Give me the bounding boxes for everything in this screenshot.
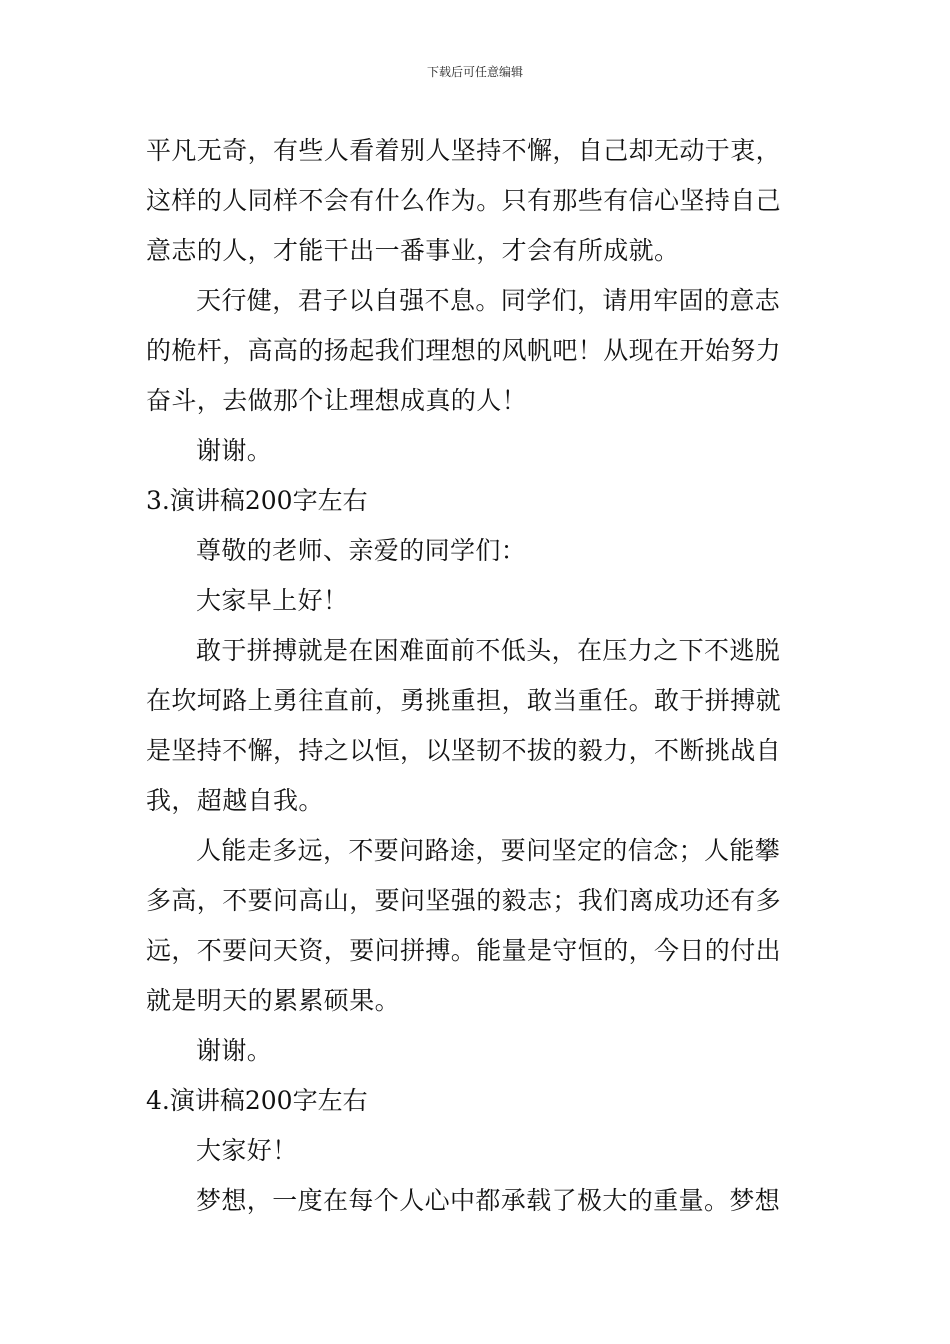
text-line: 天行健，君子以自强不息。同学们，请用牢固的意志 (196, 286, 781, 315)
text-line: 谢谢。 (196, 436, 273, 465)
section-heading: 3.演讲稿200字左右 (146, 486, 368, 515)
text-line: 平凡无奇，有些人看着别人坚持不懈，自己却无动于衷， (146, 136, 782, 165)
document-body (146, 126, 806, 1226)
text-line: 奋斗，去做那个让理想成真的人！ (146, 386, 528, 415)
text-line: 我，超越自我。 (146, 786, 324, 815)
section-heading: 4.演讲稿200字左右 (146, 1086, 368, 1115)
page-header: 下载后可任意编辑 (426, 65, 523, 79)
text-line: 就是明天的累累硕果。 (146, 986, 401, 1015)
text-line: 的桅杆，高高的扬起我们理想的风帆吧！从现在开始努力 (146, 336, 782, 365)
text-line: 人能走多远，不要问路途，要问坚定的信念；人能攀 (196, 836, 781, 865)
text-line: 梦想，一度在每个人心中都承载了极大的重量。梦想 (196, 1186, 781, 1215)
text-line: 在坎坷路上勇往直前，勇挑重担，敢当重任。敢于拼搏就 (146, 686, 782, 715)
text-line: 多高，不要问高山，要问坚强的毅志；我们离成功还有多 (146, 886, 782, 915)
text-line: 大家好！ (196, 1136, 298, 1165)
text-line: 是坚持不懈，持之以恒，以坚韧不拔的毅力，不断挑战自 (146, 736, 782, 765)
text-line: 这样的人同样不会有什么作为。只有那些有信心坚持自己 (146, 186, 782, 215)
text-line: 谢谢。 (196, 1036, 273, 1065)
text-line: 敢于拼搏就是在困难面前不低头，在压力之下不逃脱 (196, 636, 781, 665)
text-line: 尊敬的老师、亲爱的同学们： (196, 536, 527, 565)
text-line: 意志的人，才能干出一番事业，才会有所成就。 (146, 236, 680, 265)
text-line: 远，不要问天资，要问拼搏。能量是守恒的，今日的付出 (146, 936, 782, 965)
text-line: 大家早上好！ (196, 586, 349, 615)
